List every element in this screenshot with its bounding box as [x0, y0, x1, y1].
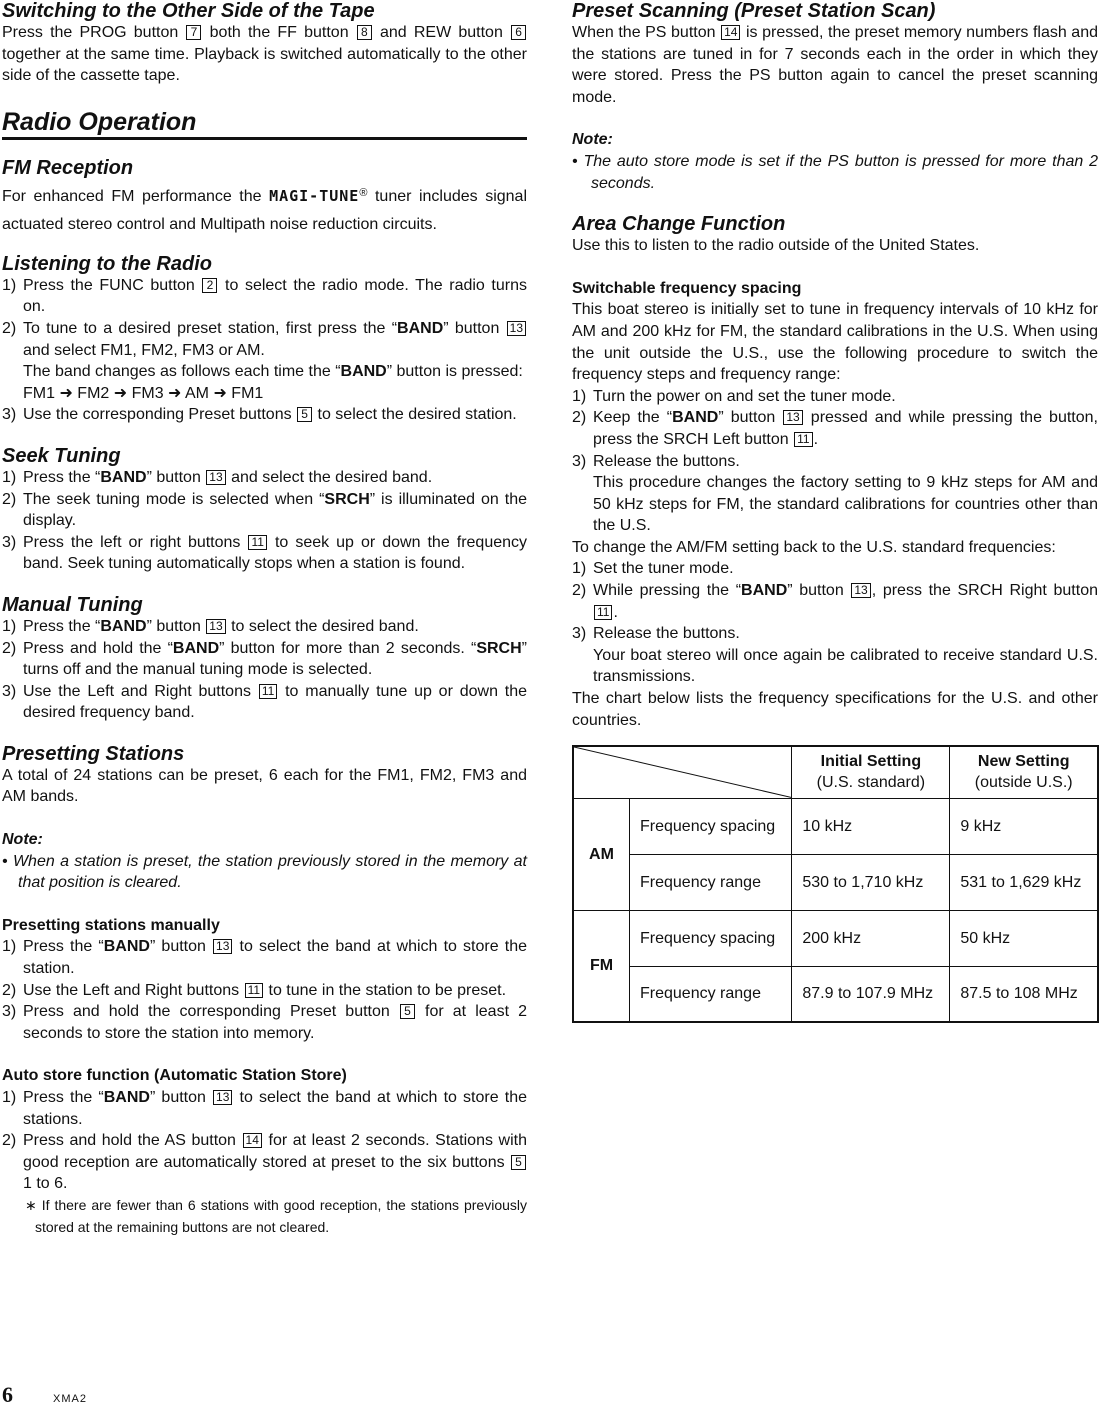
list-item: 1) Press the “BAND” button 13 to select the desired band. [2, 617, 419, 635]
cell-initial: 530 to 1,710 kHz [792, 854, 950, 910]
list-item: 2) Press and hold the AS button 14 for at least 2 seconds. Stations with good reception are automatically stored at preset to the six buttons 5 1 to 6. [2, 1132, 528, 1193]
note-text: • The auto store mode is set if the PS button is pressed for more than 2 seconds. [572, 152, 1098, 192]
switch-tape-text: Press the PROG button 7 both the FF button 8 and REW button 6 together at the same time. Playback is switched automatically to the other side of the cassette tape. [2, 24, 527, 85]
note-text: • When a station is preset, the station previously stored in the memory at that position is cleared. [2, 852, 527, 892]
button-ref-box: 5 [400, 1004, 415, 1019]
listening-steps [2, 275, 527, 426]
cell-new: 9 kHz [950, 798, 1098, 854]
table-row [573, 854, 1098, 910]
header-new-setting: New Setting (outside U.S.) [950, 746, 1098, 798]
list-item: 2) Use the Left and Right buttons 11 to tune in the station to be preset. [2, 981, 507, 999]
band-sequence: FM1 ➜ FM2 ➜ FM3 ➜ AM ➜ FM1 [23, 384, 264, 402]
list-item: 3) Use the corresponding Preset buttons 5 to select the desired station. [2, 406, 517, 424]
table-row [573, 798, 1098, 854]
button-ref-box: 5 [297, 407, 312, 422]
button-ref-box: 13 [213, 939, 232, 954]
right-column [572, 0, 1098, 1023]
header-initial-setting: Initial Setting (U.S. standard) [792, 746, 950, 798]
auto-store-footnote: ∗ If there are fewer than 6 stations with good reception, the stations previously stored at the remaining buttons are not cleared. [25, 1196, 527, 1235]
band-fm: FM [573, 910, 630, 1022]
cell-initial: 87.9 to 107.9 MHz [792, 966, 950, 1022]
seek-steps [2, 467, 527, 575]
area-change-heading: Area Change Function [572, 213, 786, 236]
switchable-spacing-text: This boat stereo is initially set to tune in frequency intervals of 10 kHz for AM and 200 kHz for FM, the standard calibrations in the U.S. When using the unit outside the U.S., use the following procedure to switch the frequency steps and frequency range: [572, 301, 1098, 384]
note-title: Note: [2, 831, 43, 849]
button-ref-box: 14 [243, 1133, 262, 1148]
note-title: Note: [572, 131, 613, 149]
preset-scanning-heading: Preset Scanning (Preset Station Scan) [572, 0, 936, 22]
switchable-spacing-heading: Switchable frequency spacing [572, 279, 802, 297]
button-ref-box: 8 [357, 25, 372, 40]
cell-new: 50 kHz [950, 910, 1098, 966]
listening-heading: Listening to the Radio [2, 252, 212, 275]
list-item: 2) Keep the “BAND” button 13 pressed and while pressing the button, press the SRCH Left button 11 . [572, 409, 1098, 448]
fm-reception-heading: FM Reception [2, 156, 134, 179]
manual-preset-steps [2, 936, 527, 1044]
button-ref-box: 14 [721, 25, 740, 40]
button-ref-box: 13 [507, 321, 526, 336]
table-header-row [573, 746, 1098, 798]
button-ref-box: 11 [594, 605, 612, 620]
list-item: 3) Use the Left and Right buttons 11 to manually tune up or down the desired frequency band. [2, 682, 528, 722]
cell-new: 87.5 to 108 MHz [950, 966, 1098, 1022]
button-ref-box: 13 [213, 1090, 232, 1105]
list-item: 2) While pressing the “BAND” button 13 , press the SRCH Right button 11 . [572, 582, 1098, 621]
button-ref-box: 11 [794, 432, 812, 447]
button-ref-box: 11 [248, 535, 266, 550]
magi-tune-logo: MAGI-TUNE [269, 186, 360, 205]
cell-new: 531 to 1,629 kHz [950, 854, 1098, 910]
presetting-text: A total of 24 stations can be preset, 6 each for the FM1, FM2, FM3 and AM bands. [2, 766, 527, 806]
list-item: 2) Press and hold the “BAND” button for more than 2 seconds. “SRCH” turns off and the manual tuning mode is selected. [2, 639, 527, 679]
table-row [573, 910, 1098, 966]
button-ref-box: 5 [511, 1155, 526, 1170]
list-item: 1) Press the “BAND” button 13 to select the band at which to store the station. [2, 938, 527, 978]
row-label: Frequency range [630, 854, 792, 910]
list-item: 2) The seek tuning mode is selected when “SRCH” is illuminated on the display. [2, 490, 528, 530]
button-ref-box: 11 [245, 983, 263, 998]
chart-intro: The chart below lists the frequency specifications for the U.S. and other countries. [572, 690, 1098, 729]
button-ref-box: 13 [206, 619, 225, 634]
switch-tape-heading: Switching to the Other Side of the Tape [2, 0, 375, 22]
left-column [2, 0, 527, 1238]
list-item: 3) Press and hold the corresponding Preset button 5 for at least 2 seconds to store the station into memory. [2, 1003, 528, 1042]
button-ref-box: 11 [259, 684, 277, 699]
list-item: 1) Press the FUNC button 2 to select the radio mode. The radio turns on. [2, 276, 527, 316]
list-item: 1) Press the “BAND” button 13 and select the desired band. [2, 468, 433, 486]
area-change-steps [572, 386, 1098, 537]
presetting-heading: Presetting Stations [2, 742, 185, 765]
list-item: 3) Release the buttons. Your boat stereo will once again be calibrated to receive standard U.S. transmissions. [572, 625, 1098, 686]
area-change-text: Use this to listen to the radio outside of the United States. [572, 237, 980, 255]
manual-tuning-heading: Manual Tuning [2, 593, 143, 616]
row-label: Frequency range [630, 966, 792, 1022]
row-label: Frequency spacing [630, 798, 792, 854]
button-ref-box: 6 [511, 25, 526, 40]
diagonal-line [574, 747, 791, 798]
fm-reception-text: For enhanced FM performance the MAGI-TUNE® tuner includes signal actuated stereo control and Multipath noise reduction circuits. [2, 186, 527, 233]
auto-store-steps [2, 1087, 527, 1195]
preset-scanning-text: When the PS button 14 is pressed, the preset memory numbers flash and the stations are tuned in for 7 seconds each in the order in which they were stored. Press the PS button again to cancel the preset scanning mode. [572, 24, 1099, 106]
button-ref-box: 13 [206, 470, 225, 485]
list-item: 2) To tune to a desired preset station, first press the “BAND” button 13 and select FM1, FM2, FM3 or AM. The band changes as follows each time the “BAND” button is pressed: FM1 ➜ FM2 ➜ FM3 ➜ AM ➜ FM1 [2, 318, 527, 404]
radio-operation-heading: Radio Operation [2, 107, 527, 140]
row-label: Frequency spacing [630, 910, 792, 966]
restore-steps [572, 558, 1098, 688]
frequency-table [572, 745, 1099, 1023]
button-ref-box: 2 [202, 278, 217, 293]
list-item: 3) Release the buttons. This procedure changes the factory setting to 9 kHz steps for AM and 50 kHz steps for FM, the standard calibrations for countries other than the U.S. [572, 452, 1098, 535]
cell-initial: 10 kHz [792, 798, 950, 854]
button-ref-box: 13 [783, 410, 802, 425]
manual-preset-heading: Presetting stations manually [2, 916, 220, 934]
cell-initial: 200 kHz [792, 910, 950, 966]
button-ref-box: 13 [851, 583, 870, 598]
table-corner-cell [573, 746, 792, 798]
manual-steps [2, 616, 527, 724]
list-item: 1) Turn the power on and set the tuner mode. [572, 387, 896, 405]
button-ref-box: 7 [186, 25, 201, 40]
list-item: 1) Set the tuner mode. [572, 560, 734, 578]
list-item: 3) Press the left or right buttons 11 to seek up or down the frequency band. Seek tuning automatically stops when a station is found. [2, 533, 528, 573]
auto-store-heading: Auto store function (Automatic Station Store) [2, 1067, 347, 1085]
model-code: XMA2 [53, 1393, 87, 1405]
restore-intro: To change the AM/FM setting back to the U.S. standard frequencies: [572, 538, 1056, 556]
seek-tuning-heading: Seek Tuning [2, 444, 121, 467]
page-number: 6 [2, 1382, 13, 1407]
table-row [573, 966, 1098, 1022]
band-am: AM [573, 798, 630, 910]
list-item: 1) Press the “BAND” button 13 to select the band at which to store the stations. [2, 1089, 527, 1128]
